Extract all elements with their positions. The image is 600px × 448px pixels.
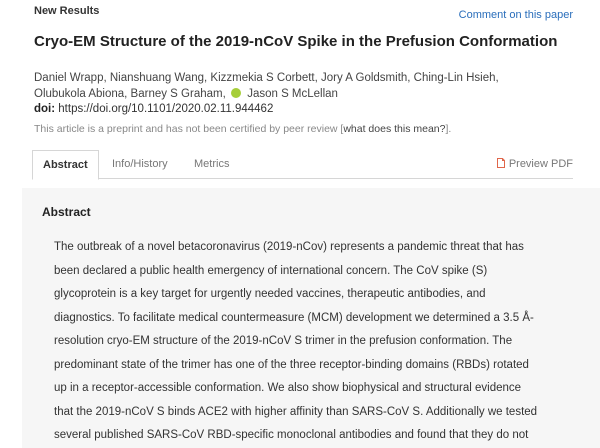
- doi-label: doi:: [34, 103, 56, 115]
- orcid-icon[interactable]: [231, 88, 241, 98]
- tab-metrics[interactable]: Metrics: [194, 158, 230, 170]
- author-list: [34, 70, 574, 102]
- article-title: Cryo-EM Structure of the 2019-nCoV Spike in the Prefusion Conformation: [34, 33, 558, 50]
- notice-end: ].: [445, 123, 452, 135]
- preview-pdf-label: Preview PDF: [508, 158, 573, 170]
- article-tabs: [32, 150, 573, 179]
- abstract-panel: [22, 188, 600, 448]
- tab-info-history[interactable]: Info/History: [112, 158, 168, 170]
- authors-line-2-prefix[interactable]: Olubukola Abiona, Barney S Graham,: [34, 88, 226, 100]
- doi-link[interactable]: https://doi.org/10.1101/2020.02.11.944462: [58, 103, 274, 115]
- abstract-body: The outbreak of a novel betacoronavirus (2019-nCov) represents a pandemic threat that has been declared a public health emergency of international concern. The CoV spike (S) glycoprotein is a key target for urgently needed vaccines, therapeutic antibodies, and diagnostics. To facilitate medical countermeasure (MCM) development we determined a 3.5 Å- resolution cryo-EM structure of the 2019-nCoV S trimer in the prefusion conformation. The predominant state of the trimer has one of the three receptor-binding domains (RBDs) rotated up in a receptor-accessible conformation. We also show biophysical and structural evidence that the 2019-nCoV S binds ACE2 with higher affinity than SARS-CoV S. Additionally we tested several published SARS-CoV RBD-specific monoclonal antibodies and found that they do not: [54, 241, 538, 441]
- doi-line: [34, 103, 273, 115]
- notice-text: This article is a preprint and has not been certified by peer review [: [34, 123, 344, 135]
- what-does-this-mean-link[interactable]: what does this mean?: [343, 123, 446, 135]
- abstract-heading: Abstract: [42, 205, 91, 219]
- preprint-notice: [34, 123, 451, 135]
- tab-abstract[interactable]: Abstract: [32, 150, 99, 180]
- authors-line-1[interactable]: Daniel Wrapp, Nianshuang Wang, Kizzmekia S Corbett, Jory A Goldsmith, Ching-Lin Hsieh,: [34, 72, 499, 84]
- preview-pdf-link[interactable]: [497, 150, 573, 178]
- authors-line-2: [34, 86, 574, 102]
- comment-link[interactable]: Comment on this paper: [458, 9, 573, 21]
- section-label: New Results: [34, 5, 100, 17]
- authors-line-2-suffix[interactable]: Jason S McLellan: [247, 88, 338, 100]
- pdf-file-icon: [497, 158, 505, 168]
